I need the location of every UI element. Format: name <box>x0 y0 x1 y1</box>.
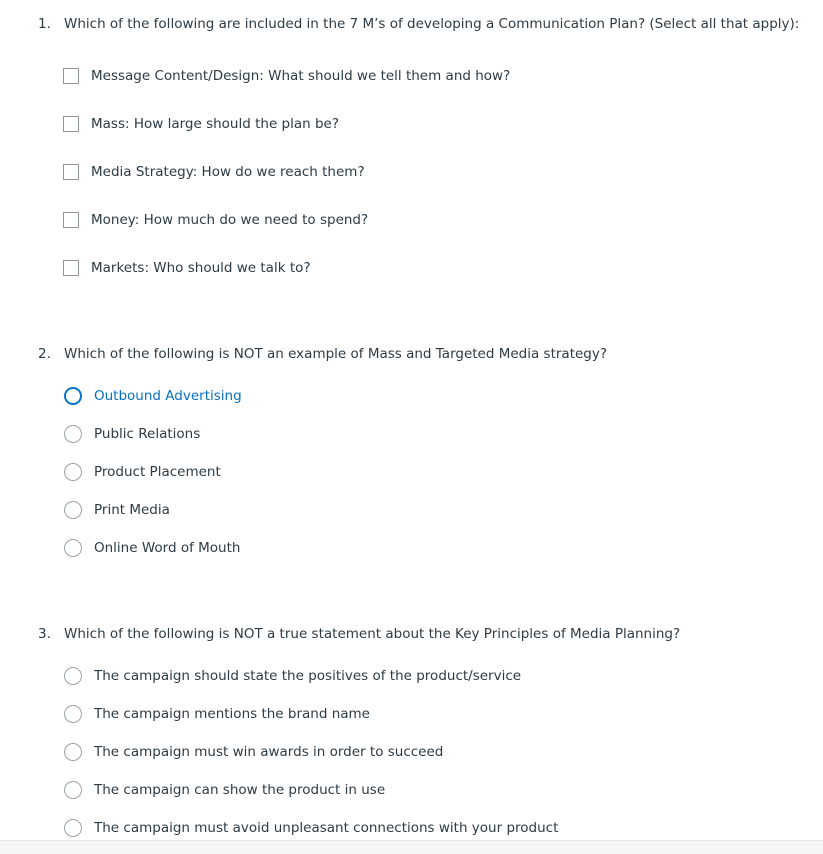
radio-button[interactable] <box>64 501 82 519</box>
q1-option-2[interactable] <box>63 114 339 134</box>
q1-option-4[interactable] <box>63 210 368 230</box>
question-number: 2. <box>38 346 51 362</box>
question-3-header <box>38 625 680 643</box>
q1-option-5[interactable] <box>63 258 311 278</box>
checkbox[interactable] <box>63 212 79 228</box>
q3-option-3[interactable] <box>63 742 443 762</box>
option-label: Message Content/Design: What should we tell them and how? <box>91 68 511 84</box>
q2-option-2[interactable] <box>63 424 200 444</box>
checkbox[interactable] <box>63 164 79 180</box>
q3-option-4[interactable] <box>63 780 385 800</box>
question-text: Which of the following are included in the 7 M’s of developing a Communication Plan? (Select all that apply): <box>64 16 800 32</box>
radio-button[interactable] <box>64 819 82 837</box>
option-label: The campaign can show the product in use <box>94 782 386 798</box>
option-label: Outbound Advertising <box>94 388 242 404</box>
option-label: Online Word of Mouth <box>94 540 241 556</box>
radio-button[interactable] <box>64 539 82 557</box>
q2-option-1[interactable] <box>63 386 242 406</box>
radio-button[interactable] <box>64 781 82 799</box>
radio-button[interactable] <box>64 387 82 405</box>
option-label: Markets: Who should we talk to? <box>91 260 311 276</box>
q3-option-2[interactable] <box>63 704 370 724</box>
q1-option-3[interactable] <box>63 162 365 182</box>
question-1-header <box>38 15 799 33</box>
bottom-bar <box>0 840 823 854</box>
option-label: Public Relations <box>94 426 201 442</box>
radio-button[interactable] <box>64 667 82 685</box>
option-label: The campaign must win awards in order to succeed <box>94 744 444 760</box>
option-label: Product Placement <box>94 464 221 480</box>
question-2-header <box>38 345 607 363</box>
radio-button[interactable] <box>64 705 82 723</box>
q2-option-4[interactable] <box>63 500 170 520</box>
question-text: Which of the following is NOT an example of Mass and Targeted Media strategy? <box>64 346 608 362</box>
q3-option-1[interactable] <box>63 666 521 686</box>
option-label: Money: How much do we need to spend? <box>91 212 369 228</box>
option-label: The campaign mentions the brand name <box>94 706 370 722</box>
q2-option-3[interactable] <box>63 462 221 482</box>
option-label: The campaign should state the positives of the product/service <box>94 668 522 684</box>
question-text: Which of the following is NOT a true statement about the Key Principles of Media Planning? <box>64 626 681 642</box>
question-number: 3. <box>38 626 51 642</box>
checkbox[interactable] <box>63 260 79 276</box>
q3-option-5[interactable] <box>63 818 558 838</box>
option-label: Media Strategy: How do we reach them? <box>91 164 365 180</box>
checkbox[interactable] <box>63 68 79 84</box>
option-label: The campaign must avoid unpleasant connections with your product <box>94 820 559 836</box>
q2-option-5[interactable] <box>63 538 240 558</box>
option-label: Print Media <box>94 502 170 518</box>
radio-button[interactable] <box>64 463 82 481</box>
checkbox[interactable] <box>63 116 79 132</box>
question-number: 1. <box>38 16 51 32</box>
option-label: Mass: How large should the plan be? <box>91 116 340 132</box>
radio-button[interactable] <box>64 743 82 761</box>
radio-button[interactable] <box>64 425 82 443</box>
q1-option-1[interactable] <box>63 66 510 86</box>
